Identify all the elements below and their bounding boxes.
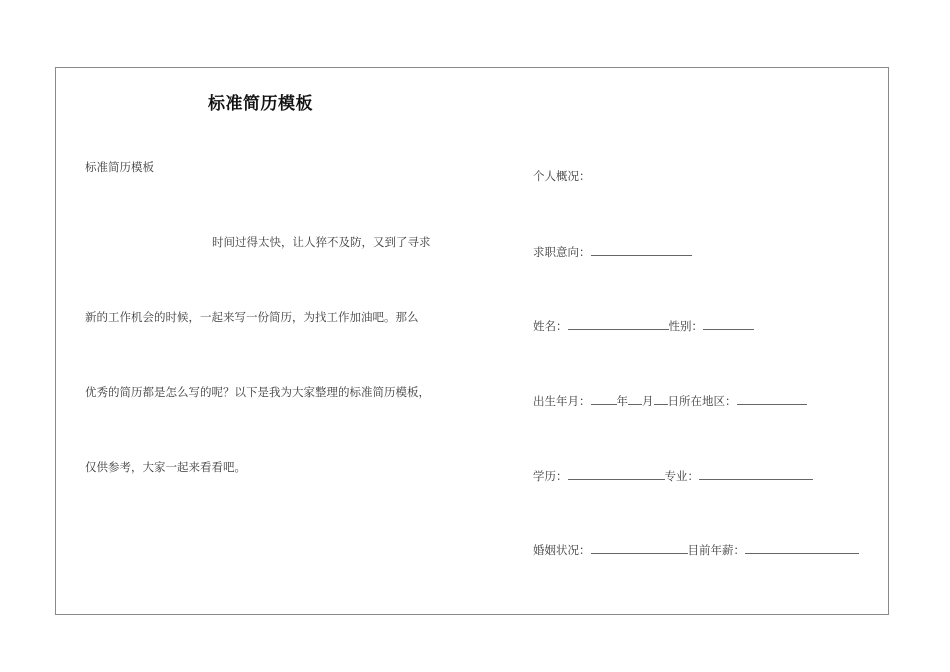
education-label: 学历： (533, 469, 568, 483)
day-region-label: 日所在地区： (667, 394, 737, 408)
paragraph-line-1: 时间过得太快，让人猝不及防，又到了寻求 (212, 235, 431, 249)
gender-label: 性别： (668, 319, 703, 333)
year-label: 年 (616, 394, 628, 408)
overview-label: 个人概况： (533, 169, 591, 183)
paragraph-line-2: 新的工作机会的时候，一起来写一份简历，为找工作加油吧。那么 (85, 310, 419, 324)
paragraph-line-3: 优秀的简历都是怎么写的呢？以下是我为大家整理的标准简历模板， (85, 385, 430, 399)
birth-month-blank[interactable] (628, 393, 642, 405)
birth-region-row (533, 393, 807, 408)
document-title: 标准简历模板 (208, 94, 313, 114)
salary-label: 目前年薪： (687, 543, 745, 557)
paragraph-line-4: 仅供参考，大家一起来看看吧。 (85, 460, 246, 474)
marital-salary-row (533, 542, 859, 557)
name-gender-row (533, 318, 754, 333)
marital-blank[interactable] (591, 542, 688, 554)
education-major-row (533, 468, 813, 483)
intention-label: 求职意向： (533, 245, 591, 259)
salary-blank[interactable] (745, 542, 859, 554)
birth-day-blank[interactable] (654, 393, 668, 405)
major-blank[interactable] (699, 468, 813, 480)
region-blank[interactable] (737, 393, 807, 405)
birth-year-blank[interactable] (591, 393, 617, 405)
intention-row (533, 244, 692, 259)
page-frame (55, 67, 889, 615)
intention-blank[interactable] (591, 244, 692, 256)
birth-label: 出生年月： (533, 394, 591, 408)
major-label: 专业： (664, 469, 699, 483)
intro-heading: 标准简历模板 (85, 160, 154, 174)
name-label: 姓名： (533, 319, 568, 333)
name-blank[interactable] (568, 318, 669, 330)
gender-blank[interactable] (703, 318, 754, 330)
education-blank[interactable] (568, 468, 665, 480)
marital-label: 婚姻状况： (533, 543, 591, 557)
month-label: 月 (642, 394, 654, 408)
